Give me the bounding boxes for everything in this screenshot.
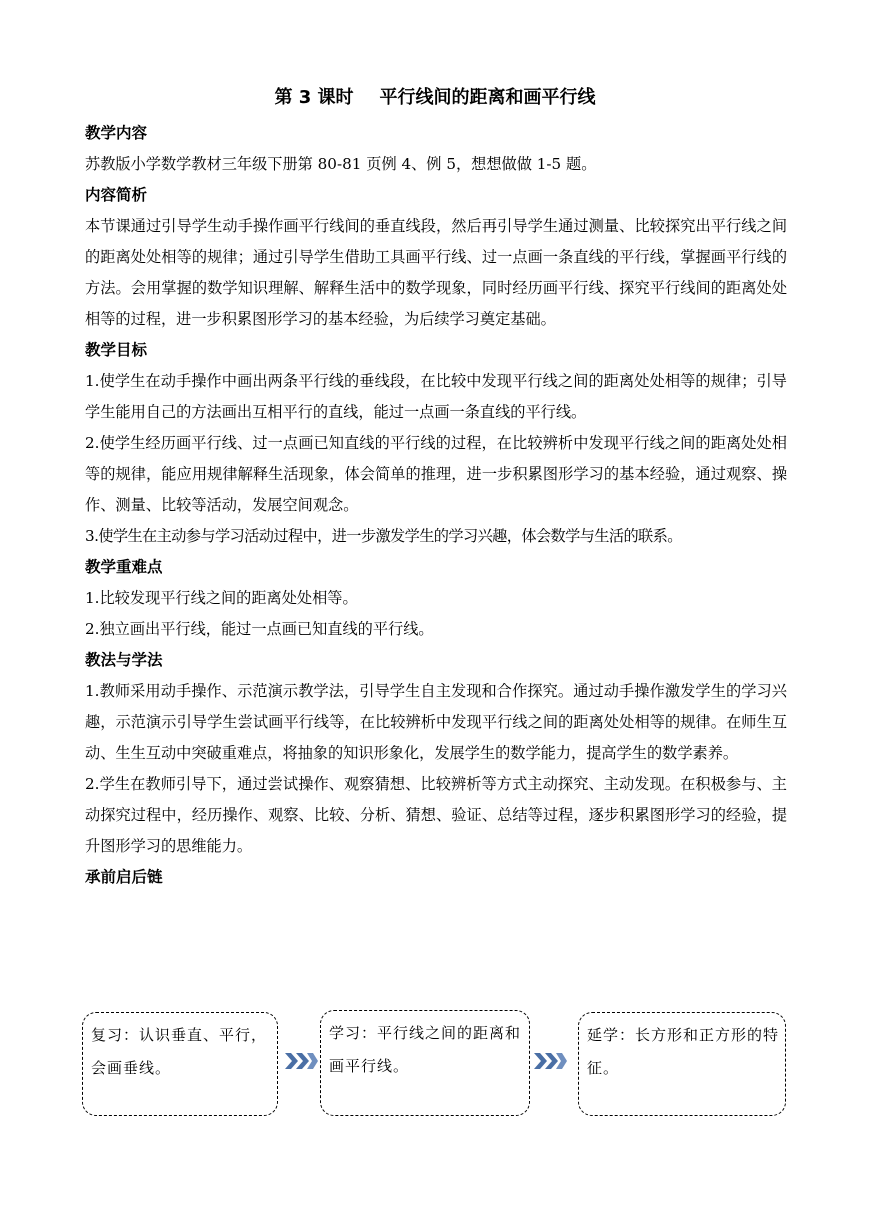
method-item-1: 1.教师采用动手操作、示范演示教学法，引导学生自主发现和合作探究。通过动手操作激发学生的学习兴趣，示范演示引导学生尝试画平行线等，在比较辨析中发现平行线之间的距离处处相等的规律。在师生互动、生生互动中突破重难点，将抽象的知识形象化，发展学生的数学能力，提高学生的数学素养。 — [85, 682, 787, 762]
double-chevron-right-icon — [532, 1051, 568, 1071]
lesson-title — [0, 83, 870, 113]
analysis-paragraph: 本节课通过引导学生动手操作画平行线间的垂直线段，然后再引导学生通过测量、比较探究出平行线之间的距离处处相等的规律；通过引导学生借助工具画平行线、过一点画一条直线的平行线，掌握画平行线的方法。会用掌握的数学知识理解、解释生活中的数学现象，同时经历画平行线、探究平行线间的距离处处相等的过程，进一步积累图形学习的基本经验，为后续学习奠定基础。 — [85, 217, 787, 328]
goal-item-3: 3.使学生在主动参与学习活动过程中，进一步激发学生的学习兴趣，体会数学与生活的联系。 — [85, 527, 682, 545]
goal-item-1: 1.使学生在动手操作中画出两条平行线的垂线段，在比较中发现平行线之间的距离处处相等的规律；引导学生能用自己的方法画出互相平行的直线，能过一点画一条直线的平行线。 — [85, 372, 787, 421]
section-heading-goals: 教学目标 — [85, 341, 148, 359]
content-paragraph: 苏教版小学数学教材三年级下册第 80-81 页例 4、例 5，想想做做 1-5 题。 — [85, 155, 597, 173]
section-heading-content: 教学内容 — [85, 124, 148, 142]
lesson-topic: 平行线间的距离和画平行线 — [379, 87, 596, 108]
section-heading-analysis: 内容简析 — [85, 186, 148, 204]
lesson-number: 第 3 课时 — [274, 87, 354, 108]
keypoint-item-2: 2.独立画出平行线，能过一点画已知直线的平行线。 — [85, 620, 434, 638]
section-heading-methods: 教法与学法 — [85, 651, 163, 669]
document-body — [85, 118, 787, 893]
method-item-2: 2.学生在教师引导下，通过尝试操作、观察猜想、比较辨析等方式主动探究、主动发现。在积极参与、主动探究过程中，经历操作、观察、比较、分析、猜想、验证、总结等过程，逐步积累图形学习的经验，提升图形学习的思维能力。 — [85, 775, 787, 855]
double-chevron-right-icon — [283, 1051, 319, 1071]
keypoint-item-1: 1.比较发现平行线之间的距离处处相等。 — [85, 589, 358, 607]
chain-box-extend: 延学：长方形和正方形的特征。 — [578, 1012, 786, 1116]
goal-item-2: 2.使学生经历画平行线、过一点画已知直线的平行线的过程，在比较辨析中发现平行线之间的距离处处相等的规律，能应用规律解释生活现象，体会简单的推理，进一步积累图形学习的基本经验，通过观察、操作、测量、比较等活动，发展空间观念。 — [85, 434, 787, 514]
section-heading-keypoints: 教学重难点 — [85, 558, 163, 576]
chain-box-review: 复习：认识垂直、平行，会画垂线。 — [82, 1012, 278, 1116]
chain-box-learn: 学习：平行线之间的距离和画平行线。 — [320, 1010, 530, 1116]
section-heading-chain: 承前启后链 — [85, 868, 163, 886]
